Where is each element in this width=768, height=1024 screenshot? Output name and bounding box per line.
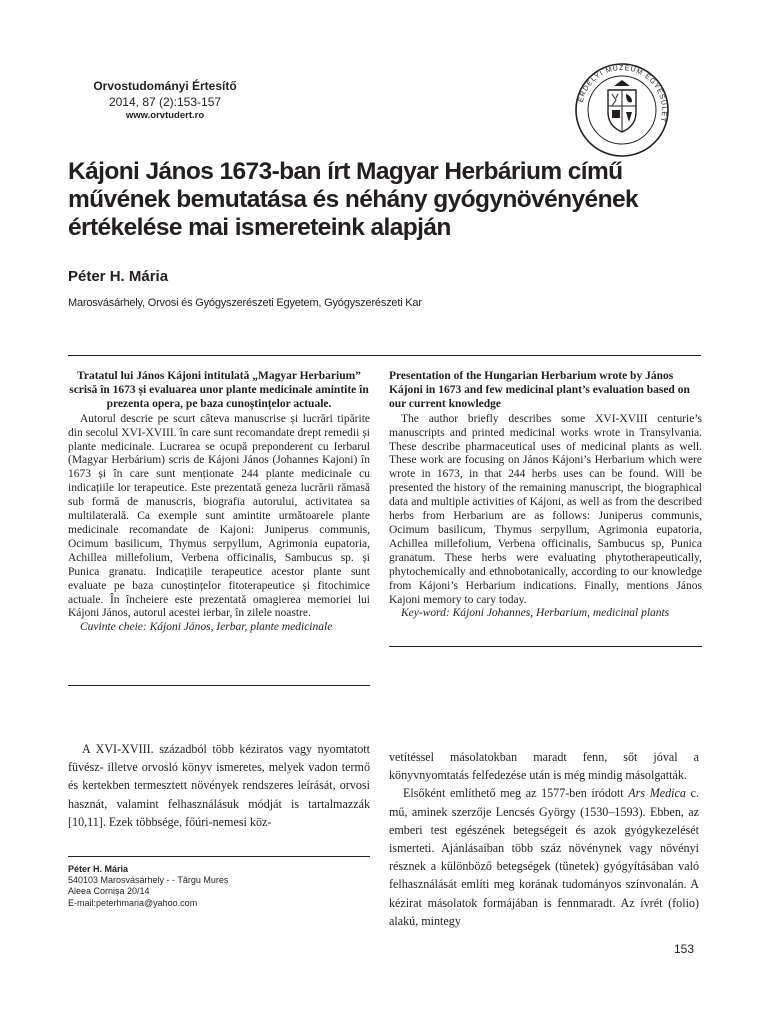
svg-text:ERDÉLYI MÚZEUM EGYESÜLET (578, 63, 668, 123)
seal-ring-text: ERDÉLYI MÚZEUM EGYESÜLET (577, 64, 668, 124)
abstract-en-heading: Presentation of the Hungarian Herbarium wrote by János Kájoni in 1673 and few medicinal plant’s evaluation based on our current knowledge (389, 370, 690, 410)
body-paragraph (389, 784, 699, 930)
article-title: Kájoni János 1673-ban írt Magyar Herbárium című művének bemutatása és néhány gyógynövényének értékelése mai ismereteink alapján (68, 158, 638, 241)
page-number: 153 (673, 942, 694, 956)
body-text: c. mű, aminek szerzője Lencsés György (1530–1593). Ebben, az emberi test egészének betegségeit és azok gyógykezelését ismerteti. Ajánlásaiban több száz növénynek vagy növényi résznek a különböző betegségek (tünetek) gyógyításában való felhasználását említi meg korának tudományos színvonalán. A kézirat másolatok formájában is fennmaradt. Az ívrét (folio) alakú, mintegy (389, 786, 699, 928)
abstract-en-divider (389, 646, 702, 647)
body-text: Elsőként említhető meg az 1577-ben íródott (403, 786, 629, 801)
contact-name: Péter H. Mária (68, 864, 129, 874)
article-author: Péter H. Mária (68, 268, 169, 285)
abstract-ro-text: Autorul descrie pe scurt câteva manuscrise și lucrări tipărite din secolul XVI-XVIII. în care sunt recomandate drept remedii și plante medicinale. Lucrarea se ocupă preponderent cu Ierbarul (Magyar Herbárium) scris de Kájoni János (Johannes Kajoni) în 1673 și în care sunt menționate 244 plante medicinale cu indicațiile lor terapeutice. Este prezentată geneza lucrării rămasă sub formă de manuscris, biografia autorului, activitatea sa multilaterală. Ca exemple sunt amintite următoarele plante medicinale recomandate de Kajoni: Juniperus communis, Ocimum basilicum, Thymus serpyllum, Agrimonia eupatoria, Achillea millefolium, Verbena officinalis, Sambucus sp. și Punica granatu. Indicațiile terapeutice acestor plante sunt evaluate pe baza cunoștințelor fitoterapeutice și fitochimice actuale. În încheiere este prezentată omagierea memoriei lui Kájoni János, autorul acestei ierbar, în zilele noastre. (68, 412, 370, 620)
abstract-ro-keywords: Cuvinte cheie: Kájoni János, Ierbar, plante medicinale (80, 621, 333, 634)
journal-url: www.orvtudert.ro (125, 110, 205, 121)
journal-issue: 2014, 87 (2):153-157 (108, 95, 222, 109)
abstract-en-keywords: Key-word: Kájoni Johannes, Herbarium, medicinal plants (401, 607, 670, 620)
work-title-ars-medica: Ars Medica (628, 786, 686, 801)
article-affiliation: Marosvásárhely, Orvosi és Gyógyszerészeti Egyetem, Gyógyszerészeti Kar (68, 297, 422, 309)
contact-divider (68, 856, 370, 857)
body-paragraph: A XVI-XVIII. századból több kéziratos vagy nyomtatott füvész- illetve orvosló könyv ismeretes, melyek vadon termő és kertekben termesztett növények rendszeres leírását, orvosi hasznát, valamint felhasználásuk módját is tartalmazzák [10,11]. Ezek többsége, főúri-nemesi köz- (68, 742, 370, 829)
society-seal-icon (572, 60, 672, 160)
abstract-english (389, 370, 702, 621)
correspondence-block (68, 864, 228, 909)
contact-email: E-mail:peterhmaria@yahoo.com (68, 897, 198, 908)
body-paragraph: vetítéssel másolatokban maradt fenn, sőt jóval a könyvnyomtatás felfedezése után is még mindig másolgatták. (389, 750, 699, 783)
abstract-ro-divider (68, 685, 370, 686)
body-column-right (389, 748, 699, 930)
abstract-en-text: The author briefly describes some XVI-XVIII centurie’s manuscripts and printed medicinal works wrote in Transylvania. These describe pharmaceutical uses of medicinal plants as well. These work are focusing on János Kájoni’s Herbarium which were wrote in 1673, in that 244 herbs uses can be found. Will be presented the history of the remaining manuscript, the biographical data and multiple activities of Kájoni, as well as from the described herbs from Herbarium are as follows: Juniperus communis, Ocimum basilicum, Thymus serpyllum, Agrimonia eupatoria, Achillea millefolium, Verbena officinalis, Sambucus sp, Punica granatum. These herbs were evaluating phytotherapeutically, phytochemically and ethnobotanically, according to our knowledge from Kájoni’s Herbarium indications. Finally, mentions János Kajoni memory to cary today. (389, 412, 702, 606)
journal-name: Orvostudományi Értesítő (93, 79, 237, 93)
abstract-ro-heading: Tratatul lui János Kájoni intitulată „Magyar Herbarium” scrisă în 1673 și evaluarea unor plante medicinale amintite în prezenta opera, pe baza cunoștințelor actuale. (69, 370, 369, 410)
abstract-romanian (68, 370, 370, 635)
contact-address-line: 540103 Marosvásárhely - - Târgu Mureș (68, 875, 229, 886)
journal-header (75, 78, 255, 122)
header-divider (68, 355, 701, 356)
contact-address-line: Aleea Cornișa 20/14 (68, 886, 150, 897)
body-column-left (68, 740, 370, 831)
